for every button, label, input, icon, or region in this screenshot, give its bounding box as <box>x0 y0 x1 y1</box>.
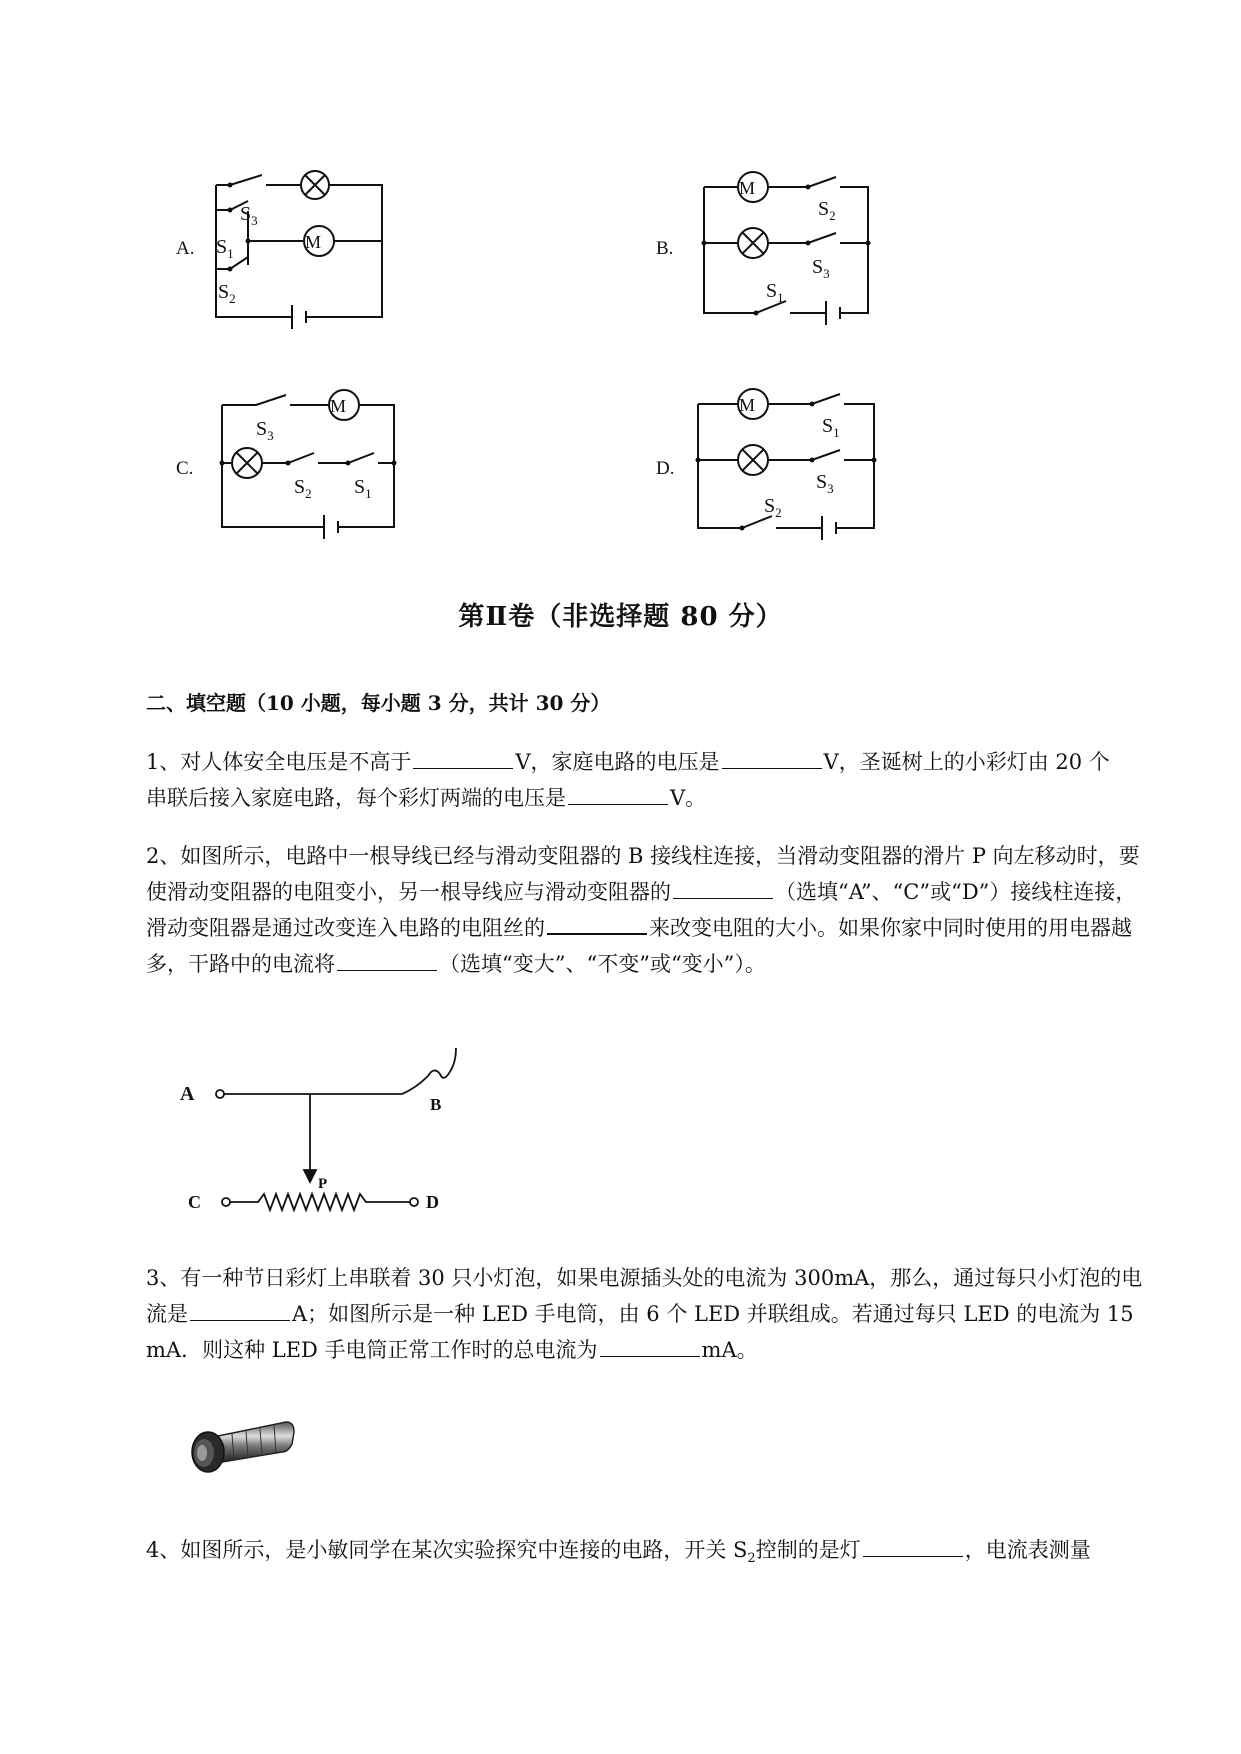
answer-blank[interactable] <box>722 746 822 769</box>
q3-text: 3、有一种节日彩灯上串联着 30 只小灯泡，如果电源插头处的电流为 300mA，那么，通过每只小灯泡的电流是 <box>146 1266 1143 1326</box>
motor-symbol: M <box>304 232 322 252</box>
q2-text: 来改变电阻的大小。如果你家中同时使用的用电器越多，干路中的电流将 <box>146 916 1132 976</box>
answer-blank[interactable] <box>600 1334 700 1357</box>
terminal-c: C <box>188 1192 201 1212</box>
terminal-d: D <box>426 1192 439 1212</box>
svg-text:S2 <box>294 476 312 501</box>
q1-text: 串联后接入家庭电路，每个彩灯两端的电压是 <box>146 786 566 810</box>
option-a-label: A. <box>176 238 195 259</box>
switch-subscript: 2 <box>229 291 236 306</box>
question-1 <box>146 744 1156 816</box>
answer-blank[interactable] <box>568 782 668 805</box>
q1-text: V，家庭电路的电压是 <box>515 750 720 774</box>
question-2 <box>146 838 1156 982</box>
slider-p: P <box>318 1176 328 1192</box>
switch-label: S <box>216 236 228 258</box>
svg-text:S3 <box>816 471 834 496</box>
terminal-a: A <box>180 1083 195 1105</box>
switch-label: S <box>294 476 306 498</box>
answer-blank[interactable] <box>413 746 513 769</box>
svg-text:S1 <box>766 280 784 305</box>
q2-text: （选填“变大”、“不变”或“变小”）。 <box>439 952 766 976</box>
switch-subscript: 3 <box>251 213 258 228</box>
rheostat-diagram <box>170 1040 480 1220</box>
switch-subscript: 3 <box>267 428 274 443</box>
svg-text:S2 <box>218 281 236 306</box>
switch-label: S <box>818 198 830 220</box>
svg-text:S1 <box>216 236 234 261</box>
flashlight-image <box>188 1418 298 1478</box>
svg-text:S3 <box>256 418 274 443</box>
switch-label: S <box>812 256 824 278</box>
option-d-label: D. <box>656 458 675 479</box>
answer-blank[interactable] <box>337 948 437 971</box>
q1-text: V，圣诞树上的小彩灯由 20 个 <box>823 750 1110 774</box>
q4-text: 控制的是灯 <box>755 1538 861 1562</box>
q4-text: 4、如图所示，是小敏同学在某次实验探究中连接的电路，开关 S <box>146 1538 748 1562</box>
answer-blank[interactable] <box>673 876 773 899</box>
circuit-diagram-b <box>690 165 890 330</box>
answer-blank[interactable] <box>863 1534 963 1557</box>
switch-subscript: 1 <box>365 486 372 501</box>
circuit-diagram-a <box>200 165 400 330</box>
answer-blank[interactable] <box>547 911 647 935</box>
q1-text: 1、对人体安全电压是不高于 <box>146 750 412 774</box>
svg-text:S1 <box>822 415 840 440</box>
circuit-diagram-c <box>210 385 410 550</box>
section-title: 第Ⅱ卷（非选择题 80 分） <box>458 602 783 632</box>
svg-text:S3 <box>240 203 258 228</box>
answer-blank[interactable] <box>190 1298 290 1321</box>
option-c-label: C. <box>176 458 194 479</box>
svg-text:S2 <box>818 198 836 223</box>
switch-label: S <box>816 471 828 493</box>
switch-label: S <box>766 280 778 302</box>
q4-text: ，电流表测量 <box>964 1538 1091 1562</box>
switch-label: S <box>764 495 776 517</box>
switch-label: S <box>354 476 366 498</box>
switch-subscript: 1 <box>833 425 840 440</box>
switch-label: S <box>256 418 268 440</box>
switch-subscript: 2 <box>305 486 312 501</box>
switch-subscript: 1 <box>777 290 784 305</box>
switch-label: S <box>218 281 230 303</box>
question-3 <box>146 1260 1156 1368</box>
q3-text: A；如图所示是一种 LED 手电筒，由 6 个 LED 并联组成。若通过每只 LED 的电流为 15 mA．则这种 LED 手电筒正常工作时的总电流为 <box>146 1302 1134 1362</box>
switch-subscript: 2 <box>829 208 836 223</box>
q2-text: 2、如图所示，电路中一根导线已经与滑动变阻器的 B 接线柱连接，当滑动变阻器的滑片 P 向左移动时，要使滑动变阻器的电阻变小，另一根导线应与滑动变阻器的 <box>146 844 1140 904</box>
switch-label: S <box>822 415 834 437</box>
motor-symbol: M <box>738 178 756 198</box>
q4-subscript: 2 <box>747 1551 756 1567</box>
switch-label: S <box>240 203 252 225</box>
motor-symbol: M <box>738 395 756 415</box>
q2-text: （选填“A”、“C”或“D”）接线柱连接，滑动变阻器是通过改变连入电路的电阻丝的 <box>146 880 1137 940</box>
motor-symbol: M <box>329 396 347 416</box>
q1-text: V。 <box>670 786 707 810</box>
question-4 <box>146 1532 1156 1577</box>
svg-text:S1 <box>354 476 372 501</box>
switch-subscript: 3 <box>827 481 834 496</box>
option-b-label: B. <box>656 238 674 259</box>
switch-subscript: 2 <box>775 505 782 520</box>
circuit-diagram-d <box>690 380 890 545</box>
svg-text:S2 <box>764 495 782 520</box>
q3-text: mA。 <box>701 1338 758 1362</box>
switch-subscript: 1 <box>227 246 234 261</box>
fill-in-heading: 二、填空题（10 小题，每小题 3 分，共计 30 分） <box>146 691 611 715</box>
terminal-b: B <box>430 1095 442 1114</box>
switch-subscript: 3 <box>823 266 830 281</box>
svg-text:S3 <box>812 256 830 281</box>
